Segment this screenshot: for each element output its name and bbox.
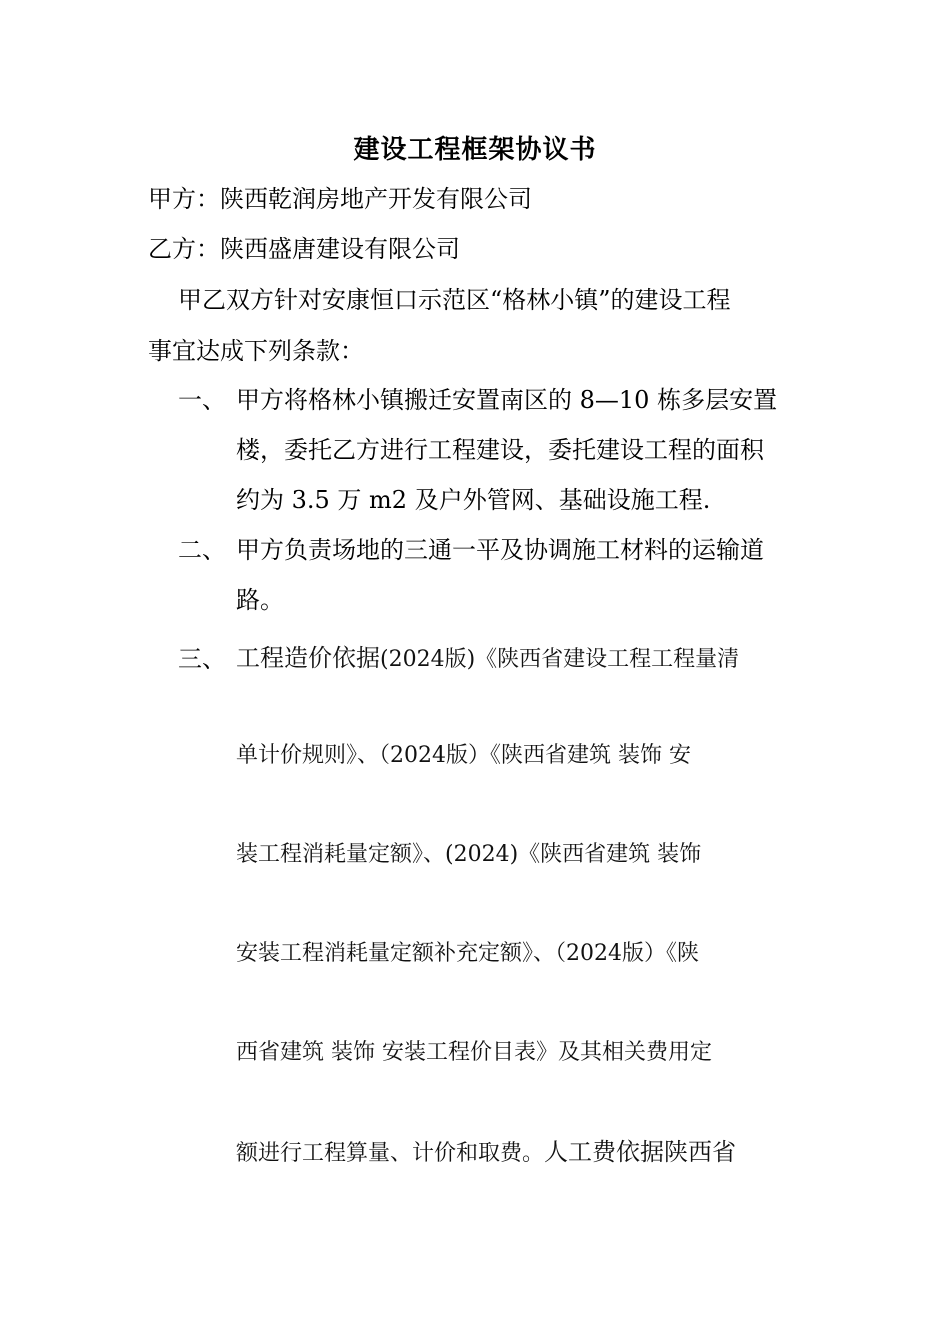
intro-line-1: 甲乙双方针对安康恒口示范区“格林小镇”的建设工程 xyxy=(178,286,731,314)
clause-3-line-1 xyxy=(236,643,739,675)
intro-line-2: 事宜达成下列条款： xyxy=(148,337,364,365)
clause-3-line-3: 装工程消耗量定额》、(2024)《陕西省建筑 装饰 xyxy=(236,842,702,867)
clause-3-line-6-a: 额进行工程算量、计价和取费。 xyxy=(236,1141,545,1166)
clause-2-line-1: 甲方负责场地的三通一平及协调施工材料的运输道 xyxy=(236,536,764,564)
clause-2-number: 二、 xyxy=(178,536,226,564)
party-b: 乙方：陕西盛唐建设有限公司 xyxy=(148,235,460,263)
clause-1-line-3: 约为 3.5 万 m2 及户外管网、基础设施工程. xyxy=(236,486,711,514)
clause-3-line-1-rest: (2024版)《陕西省建设工程工程量清 xyxy=(380,647,740,672)
party-a: 甲方：陕西乾润房地产开发有限公司 xyxy=(148,185,532,213)
clause-1-number: 一、 xyxy=(178,386,226,414)
clause-2-line-2: 路。 xyxy=(236,586,284,614)
clause-3-line-6-b: 人工费依据陕西省 xyxy=(544,1138,737,1166)
clause-3-line-5: 西省建筑 装饰 安装工程价目表》及其相关费用定 xyxy=(236,1040,712,1065)
clause-3-lead: 工程造价依据 xyxy=(236,644,380,672)
clause-3-line-2: 单计价规则》、（2024版）《陕西省建筑 装饰 安 xyxy=(236,743,691,768)
clause-3-line-4: 安装工程消耗量定额补充定额》、（2024版）《陕 xyxy=(236,941,699,966)
clause-3-number: 三、 xyxy=(178,645,226,673)
clause-3-line-6 xyxy=(236,1137,736,1169)
clause-1-line-2: 楼，委托乙方进行工程建设，委托建设工程的面积 xyxy=(236,436,764,464)
clause-1-line-1: 甲方将格林小镇搬迁安置南区的 8—10 栋多层安置 xyxy=(236,386,778,414)
document-title: 建设工程框架协议书 xyxy=(353,135,597,165)
